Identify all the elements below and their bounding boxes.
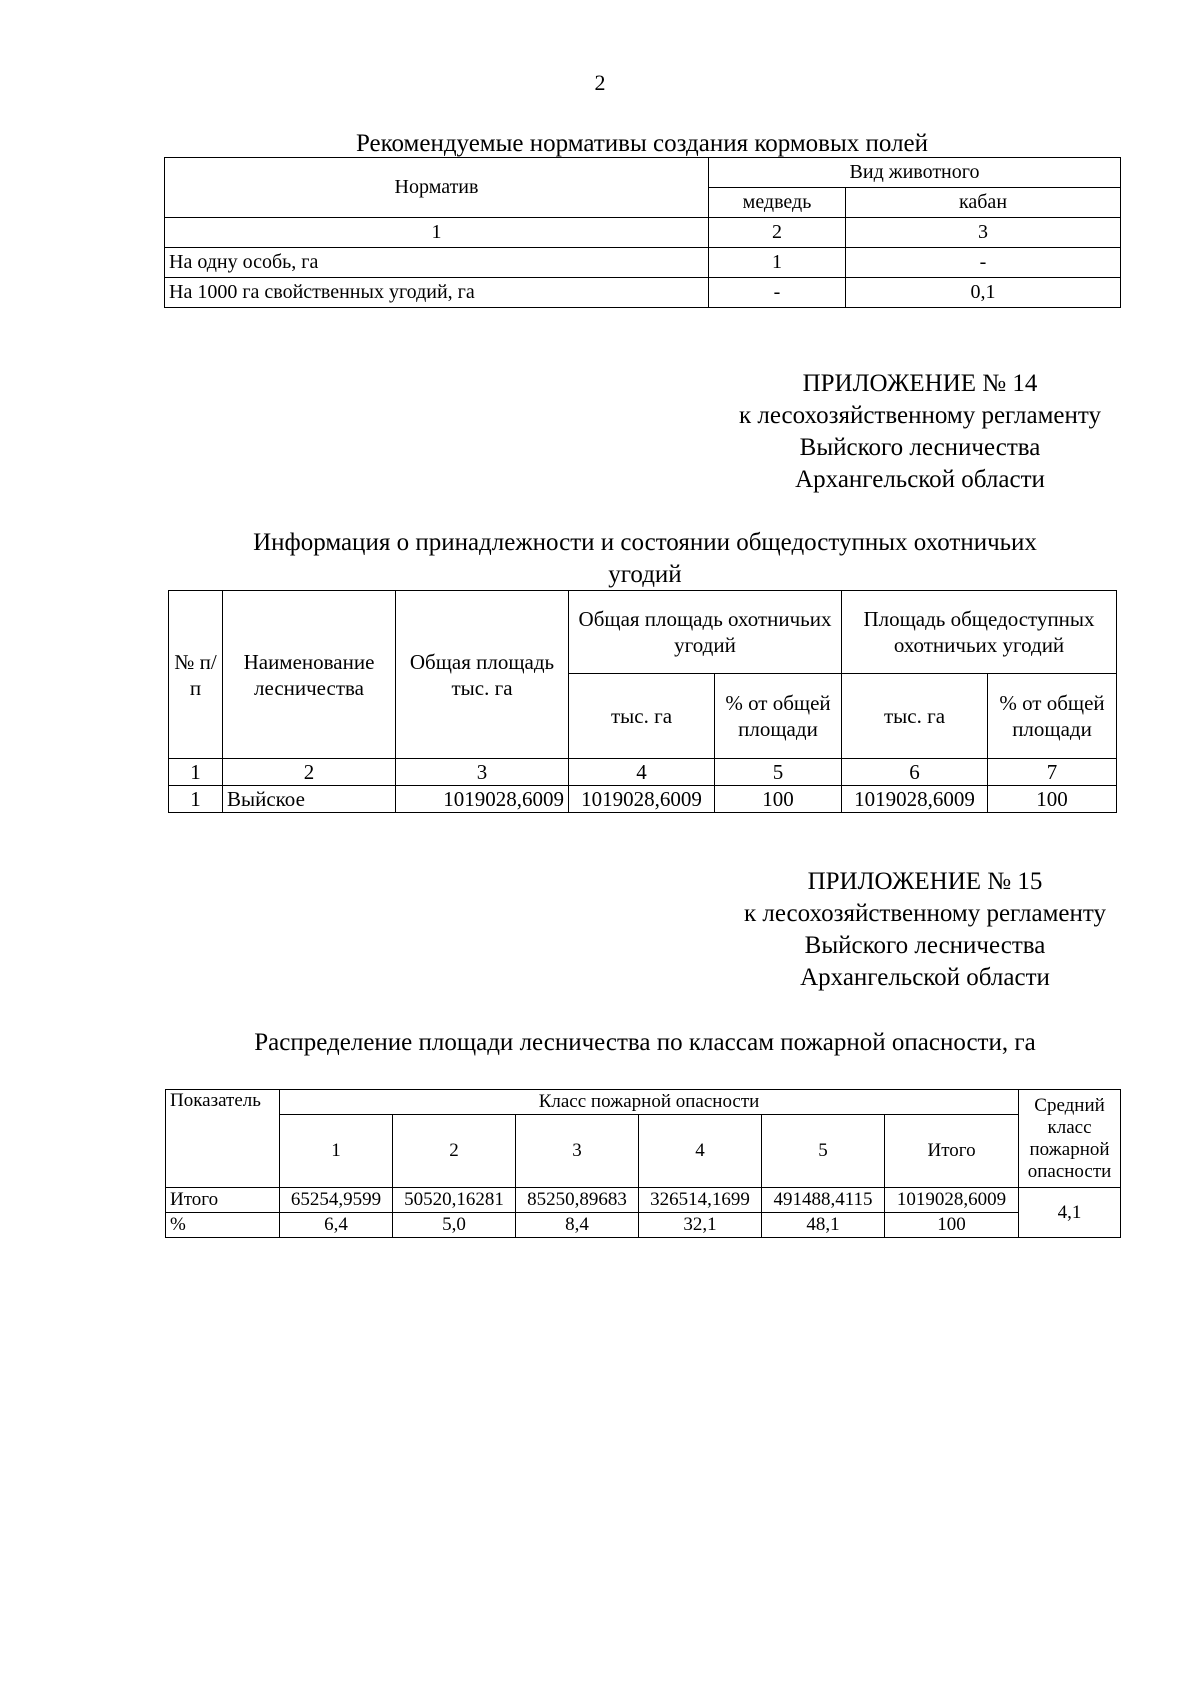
- header-percent: % от общей площади: [988, 674, 1117, 759]
- area-value: 326514,1699: [639, 1188, 762, 1213]
- annex-15-line: к лесохозяйственному регламенту: [743, 900, 1107, 927]
- header-fire-class: Класс пожарной опасности: [280, 1090, 1019, 1115]
- feed-fields-table: [164, 157, 1121, 308]
- hunting-area-value: 1019028,6009: [569, 786, 715, 813]
- row-label: %: [166, 1213, 280, 1238]
- table-row: [165, 278, 1121, 308]
- percent-value: 8,4: [516, 1213, 639, 1238]
- header-num: № п/п: [169, 591, 223, 759]
- annex-14-heading: [700, 368, 1140, 496]
- header-boar: кабан: [846, 188, 1121, 218]
- hunting-percent-value: 100: [715, 786, 842, 813]
- header-thousand-ha: тыс. га: [842, 674, 988, 759]
- annex-15-number: ПРИЛОЖЕНИЕ № 15: [807, 868, 1043, 895]
- area-value: 65254,9599: [280, 1188, 393, 1213]
- percent-value: 48,1: [762, 1213, 885, 1238]
- numbering-cell: 4: [569, 759, 715, 786]
- table-row: [166, 1213, 1121, 1238]
- feed-fields-title: Рекомендуемые нормативы создания кормовых полей: [355, 130, 929, 157]
- header-indicator: Показатель: [166, 1090, 280, 1188]
- percent-value: 5,0: [393, 1213, 516, 1238]
- total-area-value: 1019028,6009: [396, 786, 569, 813]
- table-row: [166, 1188, 1121, 1213]
- numbering-cell: 2: [223, 759, 396, 786]
- numbering-cell: 3: [846, 218, 1121, 248]
- class-header: 1: [280, 1115, 393, 1188]
- class-header: 3: [516, 1115, 639, 1188]
- annex-14-number: ПРИЛОЖЕНИЕ № 14: [802, 370, 1038, 397]
- boar-value: -: [846, 248, 1121, 278]
- bear-value: -: [709, 278, 846, 308]
- percent-value: 32,1: [639, 1213, 762, 1238]
- annex-15-line: Выйского лесничества: [804, 932, 1046, 959]
- numbering-cell: 7: [988, 759, 1117, 786]
- header-normativ: Норматив: [165, 158, 709, 218]
- public-area-value: 1019028,6009: [842, 786, 988, 813]
- row-label: На 1000 га свойственных угодий, га: [165, 278, 709, 308]
- header-average-class: Средний класс пожарной опасности: [1019, 1090, 1121, 1188]
- percent-value: 6,4: [280, 1213, 393, 1238]
- average-class-value: 4,1: [1019, 1188, 1121, 1238]
- table-row: [165, 248, 1121, 278]
- header-name: Наименование лесничества: [223, 591, 396, 759]
- row-number: 1: [169, 786, 223, 813]
- header-public-area: Площадь общедоступных охотничьих угодий: [842, 591, 1117, 674]
- percent-total-value: 100: [885, 1213, 1019, 1238]
- boar-value: 0,1: [846, 278, 1121, 308]
- numbering-cell: 3: [396, 759, 569, 786]
- table-row: [169, 786, 1117, 813]
- numbering-row: [169, 759, 1117, 786]
- area-value: 50520,16281: [393, 1188, 516, 1213]
- fire-classes-table: [165, 1089, 1121, 1238]
- row-label: На одну особь, га: [165, 248, 709, 278]
- area-value: 491488,4115: [762, 1188, 885, 1213]
- annex-14-line: к лесохозяйственному регламенту: [738, 402, 1102, 429]
- header-bear: медведь: [709, 188, 846, 218]
- title-line: Информация о принадлежности и состоянии общедоступных охотничьих: [253, 529, 1037, 556]
- numbering-cell: 6: [842, 759, 988, 786]
- row-label: Итого: [166, 1188, 280, 1213]
- class-header: 4: [639, 1115, 762, 1188]
- annex-15-heading: [705, 866, 1145, 994]
- numbering-cell: 2: [709, 218, 846, 248]
- numbering-cell: 5: [715, 759, 842, 786]
- header-total-area: Общая площадь тыс. га: [396, 591, 569, 759]
- header-thousand-ha: тыс. га: [569, 674, 715, 759]
- numbering-cell: 1: [165, 218, 709, 248]
- header-hunting-area: Общая площадь охотничьих угодий: [569, 591, 842, 674]
- annex-15-line: Архангельской области: [800, 964, 1050, 991]
- annex-14-line: Архангельской области: [795, 466, 1045, 493]
- class-header: 5: [762, 1115, 885, 1188]
- numbering-cell: 1: [169, 759, 223, 786]
- bear-value: 1: [709, 248, 846, 278]
- area-value: 85250,89683: [516, 1188, 639, 1213]
- page-number: 2: [594, 70, 606, 95]
- header-animal-type: Вид животного: [709, 158, 1121, 188]
- forestry-name: Выйское: [223, 786, 396, 813]
- hunting-grounds-title: [150, 527, 1140, 591]
- annex-14-line: Выйского лесничества: [799, 434, 1041, 461]
- hunting-grounds-table: [168, 590, 1117, 813]
- public-percent-value: 100: [988, 786, 1117, 813]
- title-line: угодий: [608, 561, 682, 588]
- fire-classes-title: Распределение площади лесничества по классам пожарной опасности, га: [254, 1029, 1036, 1056]
- class-header: 2: [393, 1115, 516, 1188]
- header-percent: % от общей площади: [715, 674, 842, 759]
- area-total-value: 1019028,6009: [885, 1188, 1019, 1213]
- class-header-total: Итого: [885, 1115, 1019, 1188]
- numbering-row: [165, 218, 1121, 248]
